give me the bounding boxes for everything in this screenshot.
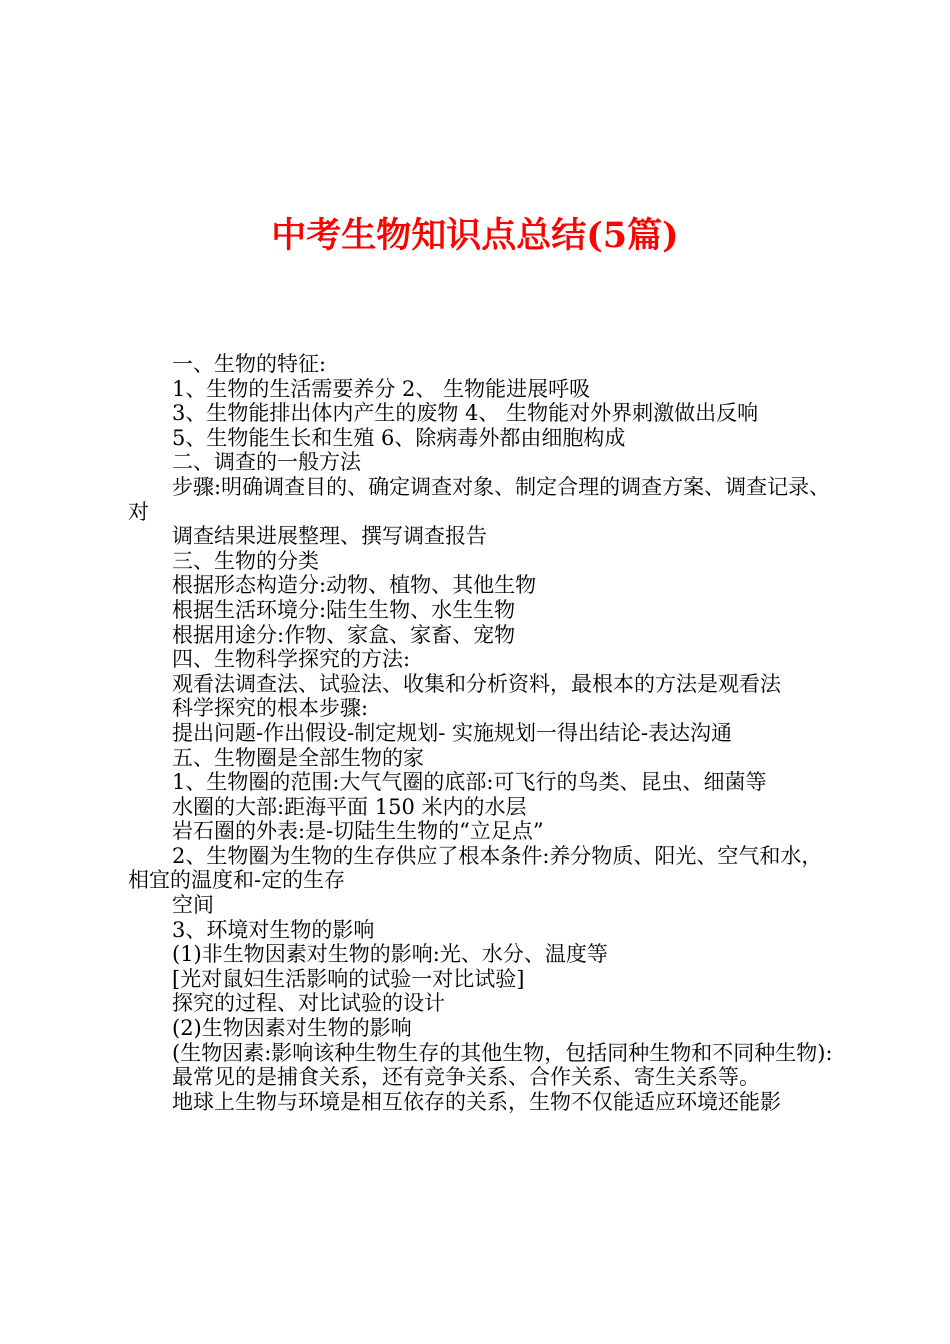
paragraph: 地球上生物与环境是相互依存的关系，生物不仅能适应环境还能影 (172, 1089, 781, 1114)
paragraph: 四、生物科学探究的方法: (172, 647, 411, 672)
paragraph: 提出问题-作出假设-制定规划- 实施规划一得出结论-表达沟通 (172, 720, 733, 745)
paragraph: 根据生活环境分:陆生生物、水生生物 (172, 597, 516, 622)
paragraph: 调查结果进展整理、撰写调查报告 (172, 524, 487, 549)
paragraph: 3、生物能排出体内产生的废物 4、 生物能对外界刺激做出反响 (172, 401, 759, 426)
paragraph: (2)生物因素对生物的影响 (172, 1016, 412, 1041)
paragraph: 岩石圈的外表:是-切陆生生物的“立足点” (172, 819, 544, 844)
paragraph: 1、生物的生活需要养分 2、 生物能进展呼吸 (172, 376, 591, 401)
paragraph: 最常见的是捕食关系，还有竞争关系、合作关系、寄生关系等。 (172, 1065, 760, 1090)
paragraph: 探究的过程、对比试验的设计 (172, 991, 445, 1016)
document-body (128, 352, 838, 1114)
paragraph: 5、生物能生长和生殖 6、除病毒外都由细胞构成 (172, 425, 626, 450)
paragraph: 观看法调查法、试验法、收集和分析资料，最根本的方法是观看法 (172, 671, 781, 696)
paragraph: 科学探究的根本步骤: (172, 696, 369, 721)
paragraph: 三、生物的分类 (172, 548, 319, 573)
paragraph: 2、生物圈为生物的生存供应了根本条件:养分物质、阳光、空气和水，相宜的温度和-定的生存 (128, 843, 823, 893)
paragraph: 一、生物的特征: (172, 352, 327, 376)
paragraph: 五、生物圈是全部生物的家 (172, 745, 424, 770)
paragraph: 根据用途分:作物、家盒、家畜、宠物 (172, 622, 516, 647)
paragraph: 1、生物圈的范围:大气气圈的底部:可飞行的鸟类、昆虫、细菌等 (172, 770, 767, 795)
paragraph: 二、调查的一般方法 (172, 450, 361, 475)
paragraph: 空间 (172, 893, 214, 918)
paragraph: [光对鼠妇生活影响的试验一对比试验] (172, 966, 525, 991)
document-title: 中考生物知识点总结(5篇) (271, 215, 679, 256)
paragraph: (1)非生物因素对生物的影响:光、水分、温度等 (172, 942, 608, 967)
paragraph: 根据形态构造分:动物、植物、其他生物 (172, 573, 537, 598)
paragraph: 水圈的大部:距海平面 150 米内的水层 (172, 794, 527, 819)
paragraph: (生物因素:影响该种生物生存的其他生物，包括同种生物和不同种生物): (172, 1040, 833, 1065)
paragraph: 步骤:明确调查目的、确定调查对象、制定合理的调查方案、调查记录、对 (128, 474, 831, 524)
paragraph: 3、环境对生物的影响 (172, 917, 375, 942)
